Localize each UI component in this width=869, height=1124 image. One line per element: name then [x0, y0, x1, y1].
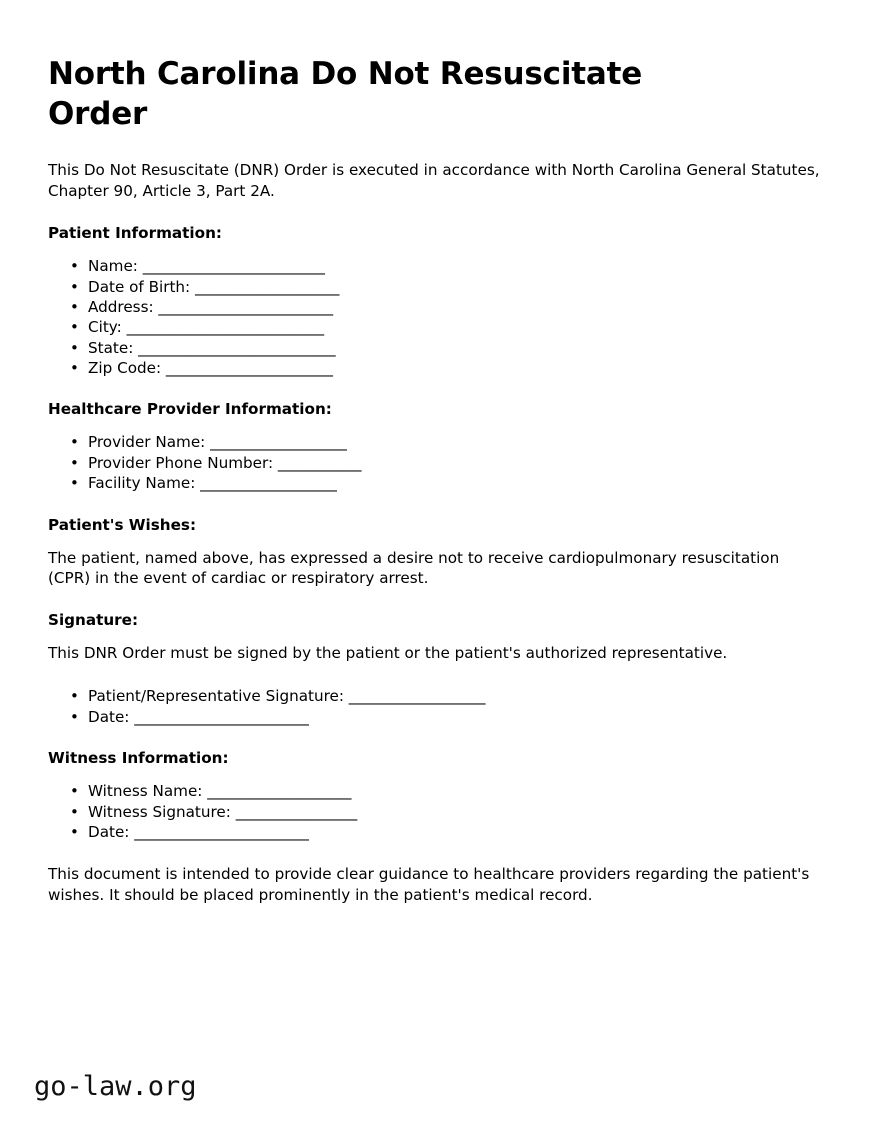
list-item: • City: __________________________ — [88, 317, 821, 337]
signature-field-list — [48, 686, 821, 727]
section-heading-patient-information: Patient Information: — [48, 224, 222, 243]
provider-information-field-list — [48, 432, 821, 493]
list-item: • Date of Birth: ___________________ — [88, 277, 821, 297]
section-heading-witness-information: Witness Information: — [48, 749, 229, 768]
closing-paragraph: This document is intended to provide clear guidance to healthcare providers regarding the patient's wishes. It should be placed prominently in the patient's medical record. — [48, 865, 810, 905]
signature-paragraph: This DNR Order must be signed by the patient or the patient's authorized representative. — [48, 644, 728, 663]
section-heading-provider-information: Healthcare Provider Information: — [48, 400, 332, 419]
list-item: • State: __________________________ — [88, 338, 821, 358]
list-item: • Witness Name: ___________________ — [88, 781, 821, 801]
list-item: • Witness Signature: ________________ — [88, 802, 821, 822]
list-item: • Provider Name: __________________ — [88, 432, 821, 452]
site-watermark: go-law.org — [34, 1071, 197, 1102]
intro-paragraph: This Do Not Resuscitate (DNR) Order is executed in accordance with North Carolina General Statutes, Chapter 90, Article 3, Part 2A. — [48, 161, 820, 201]
list-item: • Address: _______________________ — [88, 297, 821, 317]
list-item: • Date: _______________________ — [88, 822, 821, 842]
list-item: • Patient/Representative Signature: __________________ — [88, 686, 821, 706]
list-item: • Facility Name: __________________ — [88, 473, 821, 493]
page-title: North Carolina Do Not Resuscitate Order — [48, 56, 643, 132]
list-item: • Provider Phone Number: ___________ — [88, 453, 821, 473]
list-item: • Zip Code: ______________________ — [88, 358, 821, 378]
list-item: • Name: ________________________ — [88, 256, 821, 276]
section-heading-signature: Signature: — [48, 611, 139, 630]
list-item: • Date: _______________________ — [88, 707, 821, 727]
section-heading-patient-wishes: Patient's Wishes: — [48, 515, 197, 534]
witness-information-field-list — [48, 781, 821, 842]
patient-information-field-list — [48, 256, 821, 378]
patient-wishes-paragraph: The patient, named above, has expressed a desire not to receive cardiopulmonary resuscitation (CPR) in the event of cardiac or respiratory arrest. — [48, 548, 780, 588]
